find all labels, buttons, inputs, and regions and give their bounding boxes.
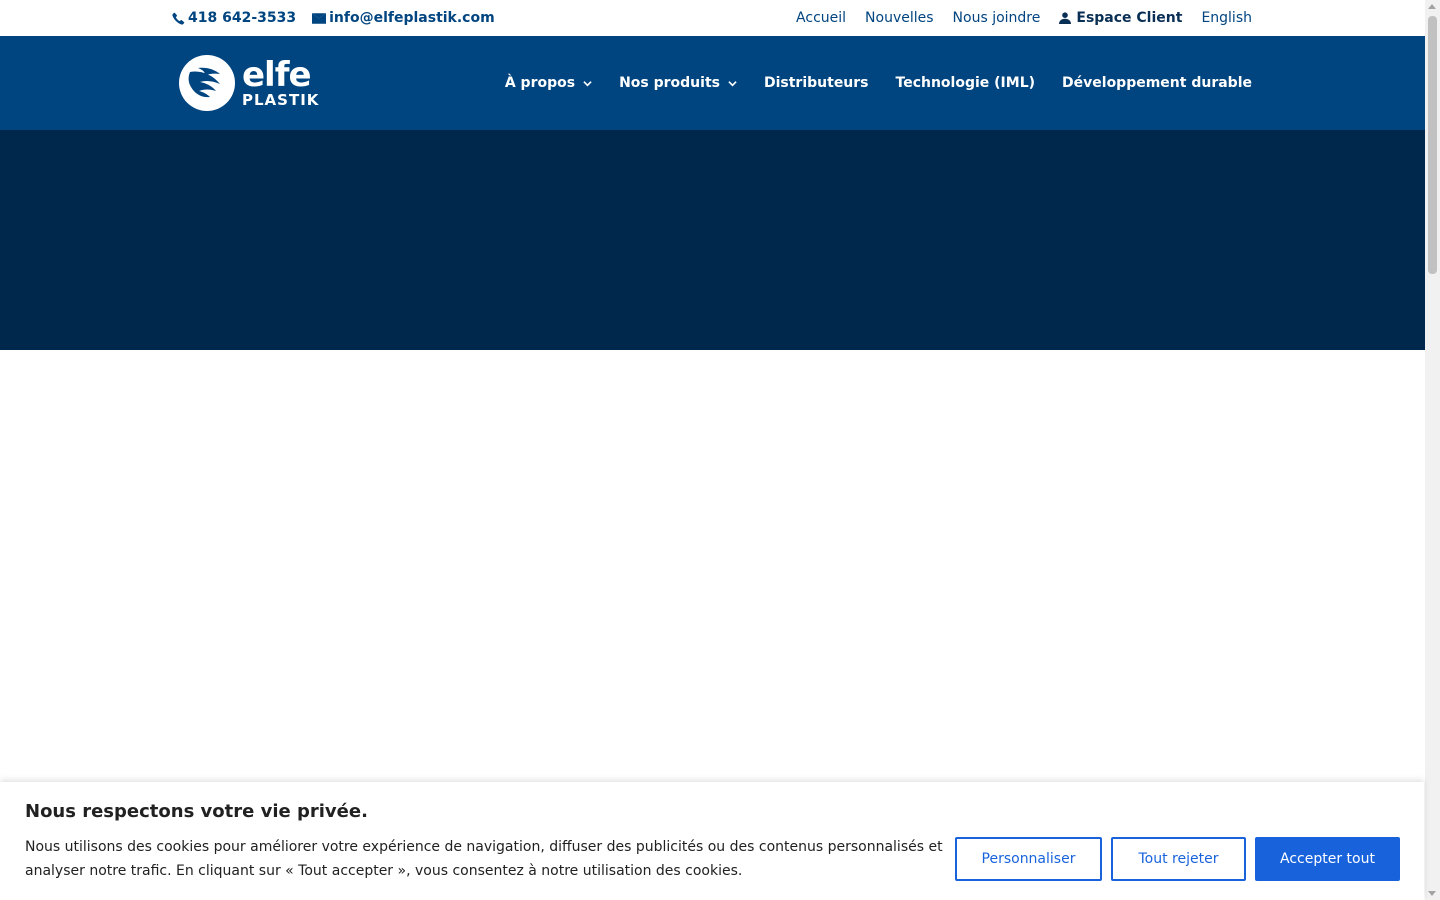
hero-banner (0, 130, 1425, 350)
chevron-down-icon (583, 79, 592, 88)
cookie-banner-title: Nous respectons votre vie privée. (25, 801, 368, 822)
language-switch[interactable]: English (1201, 10, 1252, 26)
email-address: info@elfeplastik.com (329, 10, 495, 26)
main-header (0, 36, 1425, 130)
nav-item-distributors[interactable]: Distributeurs (763, 75, 869, 91)
accept-all-button[interactable]: Accepter tout (1255, 837, 1400, 881)
nav-link-news[interactable]: Nouvelles (865, 10, 934, 26)
logo-wordmark (242, 55, 320, 109)
secondary-nav (796, 0, 1252, 36)
user-icon (1059, 12, 1071, 24)
email-link[interactable] (312, 10, 495, 26)
site-logo[interactable] (178, 54, 319, 112)
scrollbar-thumb[interactable] (1428, 16, 1437, 274)
nav-link-contact[interactable]: Nous joindre (952, 10, 1041, 26)
phone-link[interactable] (172, 10, 296, 26)
cookie-banner-description: Nous utilisons des cookies pour améliorer votre expérience de navigation, diffuser des publicités ou des contenus personnalisés et analyser notre trafic. En cliquant sur « Tout accepter », vous consentez à notre utilisation des cookies. (25, 839, 943, 879)
phone-number: 418 642-3533 (188, 10, 297, 26)
nav-item-sustainability[interactable]: Développement durable (1062, 75, 1252, 91)
scroll-down-arrow-icon[interactable] (1428, 891, 1436, 896)
nav-item-technology[interactable]: Technologie (IML) (895, 75, 1036, 91)
customize-cookies-button[interactable]: Personnaliser (955, 837, 1102, 881)
chevron-down-icon (728, 79, 737, 88)
nav-item-products[interactable] (619, 75, 737, 91)
logo-word-plastik: PLASTIK (242, 91, 320, 109)
contact-info (172, 0, 495, 36)
logo-word-elfe: elfe (242, 55, 311, 95)
phone-icon (172, 12, 185, 25)
client-area-label: Espace Client (1076, 10, 1183, 26)
cookie-banner-actions (955, 837, 1400, 881)
page-scrollbar[interactable] (1425, 0, 1440, 900)
envelope-icon (312, 13, 326, 24)
nav-link-home[interactable]: Accueil (796, 10, 847, 26)
nav-link-client-area[interactable] (1059, 10, 1182, 26)
wing-logo-icon (178, 54, 236, 112)
cookie-consent-banner (0, 782, 1424, 900)
nav-item-about[interactable] (505, 75, 592, 91)
top-bar (0, 0, 1425, 36)
reject-all-button[interactable]: Tout rejeter (1111, 837, 1246, 881)
scroll-up-arrow-icon[interactable] (1428, 4, 1436, 9)
nav-item-about-label: À propos (504, 75, 576, 91)
nav-item-products-label: Nos produits (619, 75, 720, 91)
primary-nav (505, 36, 1252, 130)
